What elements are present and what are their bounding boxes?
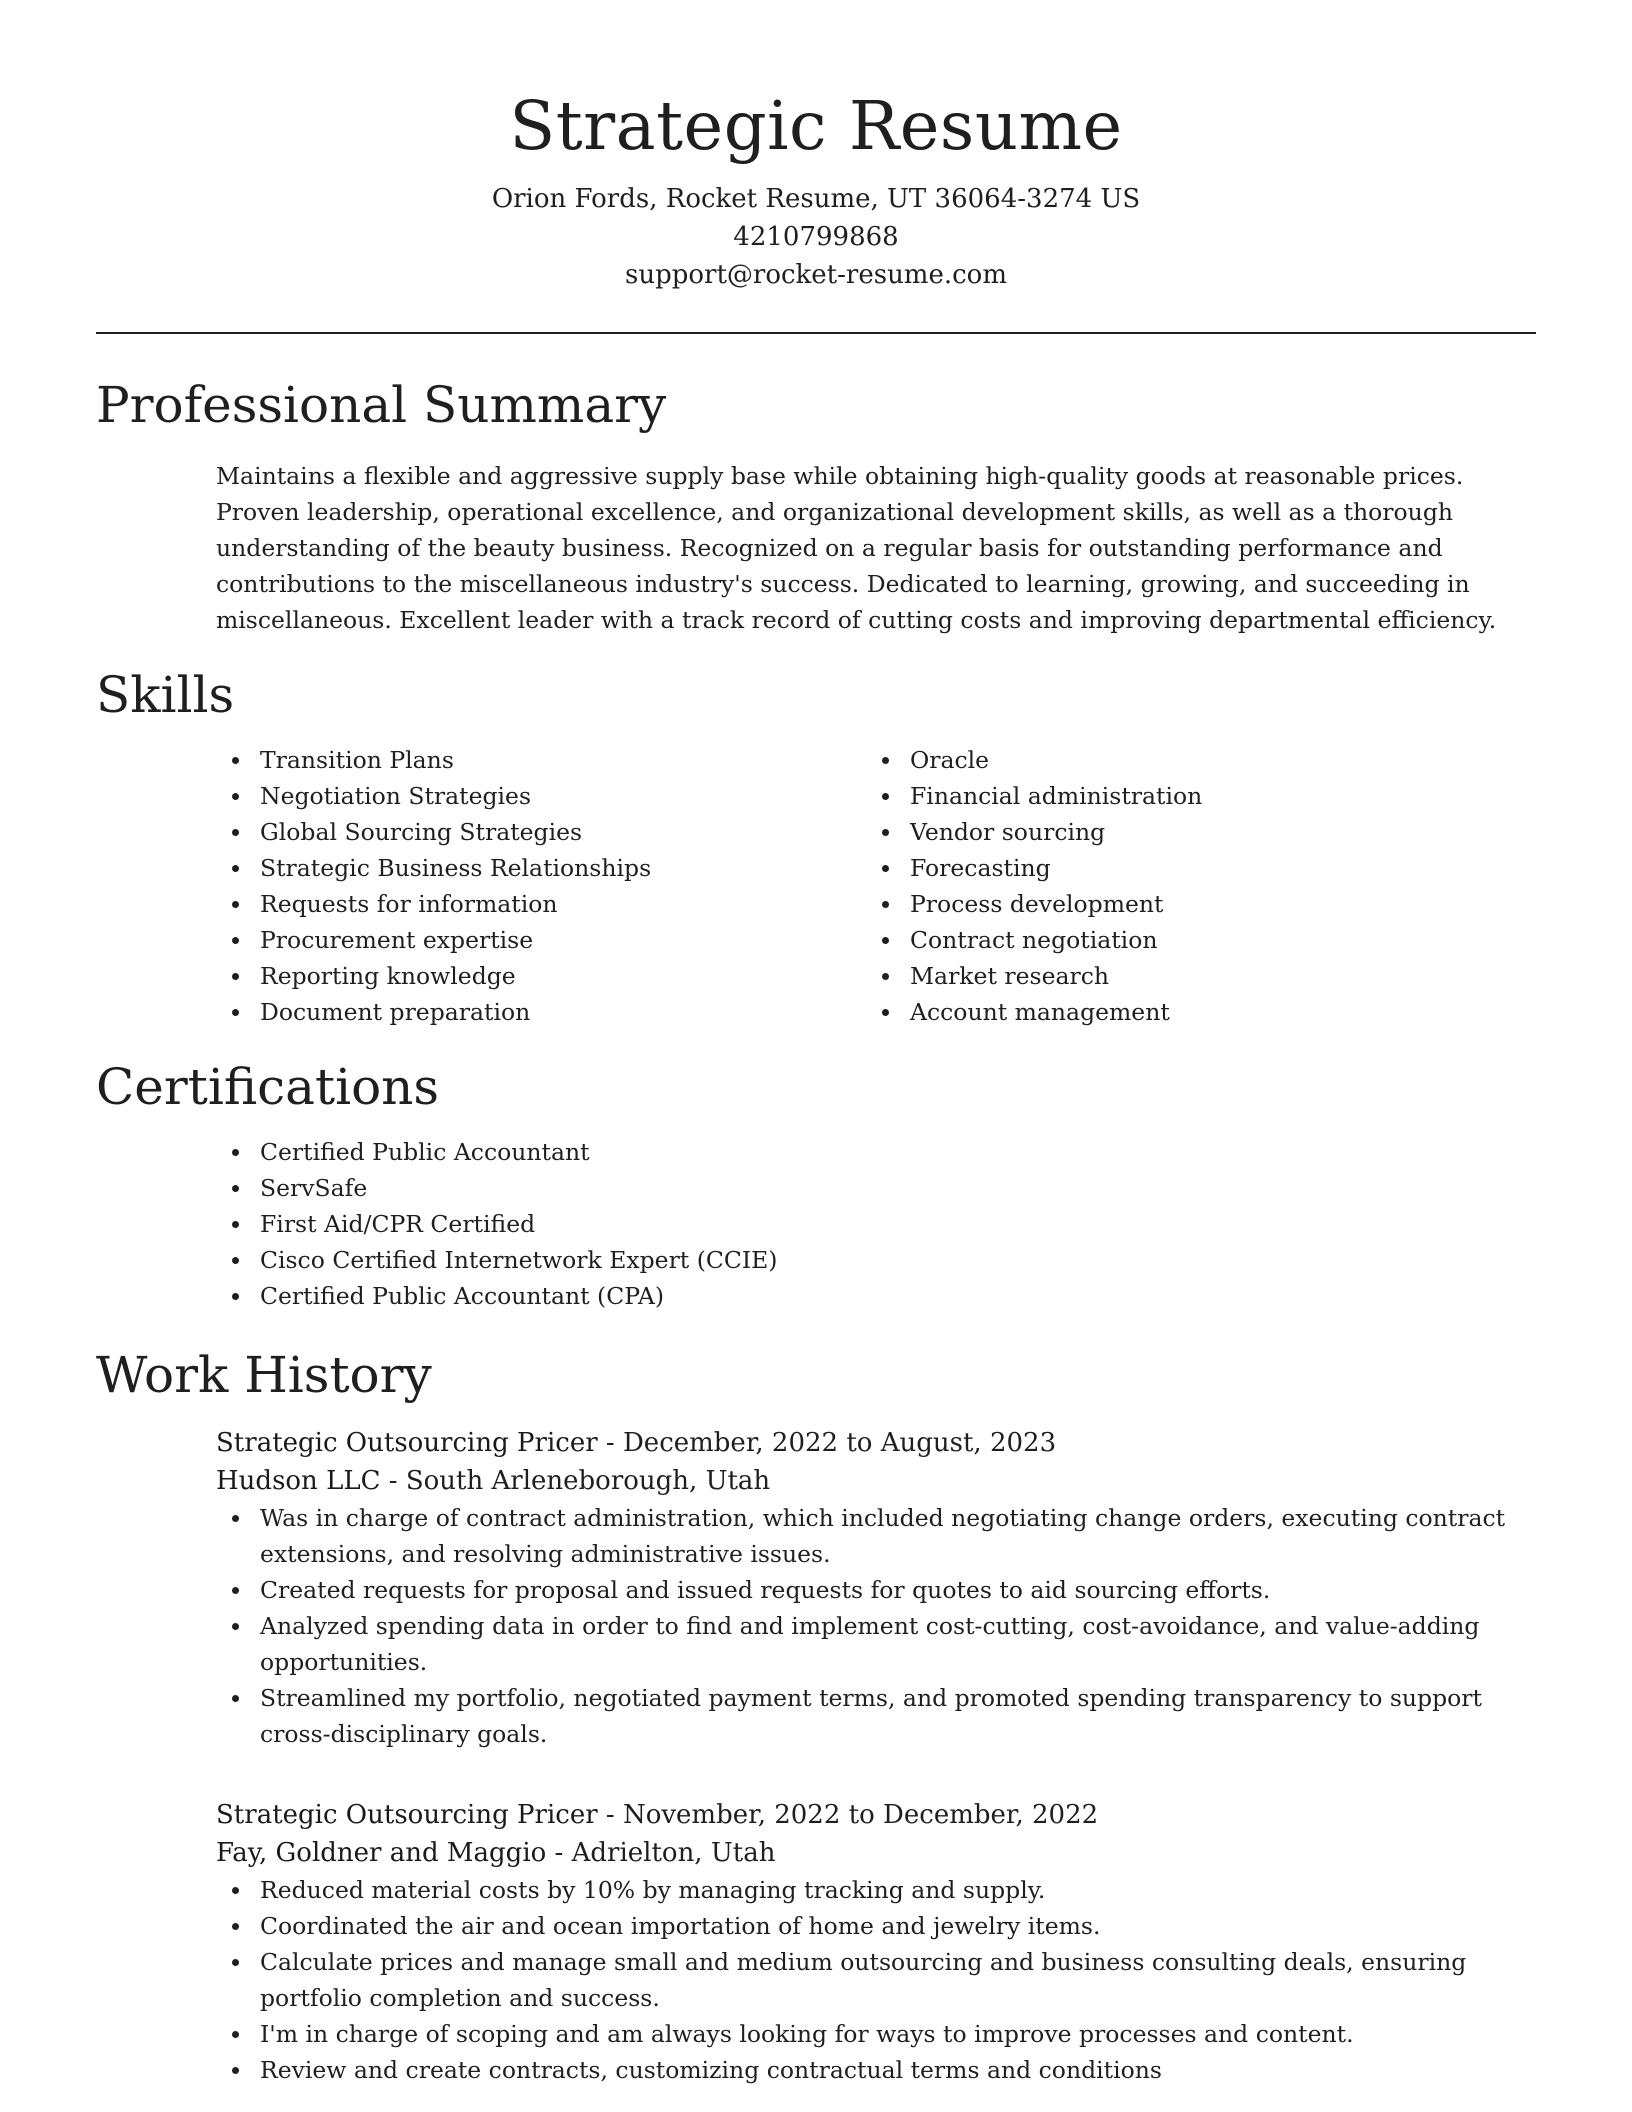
skills-columns — [96, 742, 1536, 1030]
skill-item: Strategic Business Relationships — [260, 850, 866, 886]
job-title-line — [216, 1424, 1536, 1462]
job-dates: - November, 2022 to December, 2022 — [597, 1800, 1099, 1830]
certifications-block — [216, 1134, 1536, 1314]
job-duty-item: Analyzed spending data in order to find and implement cost-cutting, cost-avoidance, and value-adding opportunities. — [260, 1608, 1536, 1680]
job-duty-item: Streamlined my portfolio, negotiated payment terms, and promoted spending transparency to support cross-disciplinary goals. — [260, 1680, 1536, 1752]
skills-column-left — [216, 742, 866, 1030]
resume-header — [96, 0, 1536, 294]
certification-item: Certified Public Accountant (CPA) — [260, 1278, 1536, 1314]
job-duty-item: Coordinated the air and ocean importation of home and jewelry items. — [260, 1908, 1536, 1944]
header-divider — [96, 332, 1536, 334]
summary-paragraph: Maintains a flexible and aggressive supply base while obtaining high-quality goods at reasonable prices. Proven leadership, operational excellence, and organizational development skills, as well as a thorough understanding of the beauty business. Recognized on a regular basis for outstanding performance and contributions to the miscellaneous industry's success. Dedicated to learning, growing, and succeeding in miscellaneous. Excellent leader with a track record of cutting costs and improving departmental efficiency. — [216, 462, 1497, 634]
certification-item: ServSafe — [260, 1170, 1536, 1206]
skill-item: Negotiation Strategies — [260, 778, 866, 814]
skill-item: Forecasting — [910, 850, 1426, 886]
job-duty-item: Created requests for proposal and issued requests for quotes to aid sourcing efforts. — [260, 1572, 1536, 1608]
certifications-list — [216, 1134, 1536, 1314]
section-heading-certifications: Certifications — [96, 1058, 440, 1116]
job-duty-item: Was in charge of contract administration, which included negotiating change orders, executing contract extensions, and resolving administrative issues. — [260, 1500, 1536, 1572]
skills-column-right — [866, 742, 1426, 1030]
job-duty-item: I'm in charge of scoping and am always looking for ways to improve processes and content. — [260, 2016, 1536, 2052]
skill-item: Requests for information — [260, 886, 866, 922]
skill-item: Market research — [910, 958, 1426, 994]
section-heading-summary: Professional Summary — [96, 376, 667, 434]
job-location: - South Arleneborough, Utah — [380, 1466, 771, 1496]
skill-item: Transition Plans — [260, 742, 866, 778]
job-duty-item: Reduced material costs by 10% by managing tracking and supply. — [260, 1872, 1536, 1908]
job-dates: - December, 2022 to August, 2023 — [597, 1428, 1057, 1458]
job-title-line — [216, 1796, 1536, 1834]
contact-address: Orion Fords, Rocket Resume, UT 36064-3274 US — [491, 184, 1141, 214]
skill-item: Account management — [910, 994, 1426, 1030]
skill-item: Procurement expertise — [260, 922, 866, 958]
job-title: Strategic Outsourcing Pricer — [216, 1428, 598, 1458]
contact-email: support@rocket-resume.com — [624, 260, 1007, 290]
certification-item: Cisco Certified Internetwork Expert (CCIE) — [260, 1242, 1536, 1278]
skills-list-right — [866, 742, 1426, 1030]
job-duty-item: Calculate prices and manage small and medium outsourcing and business consulting deals, ensuring portfolio completion and success. — [260, 1944, 1536, 2016]
job-duties-list — [216, 1872, 1536, 2088]
section-heading-work-history: Work History — [96, 1346, 432, 1404]
job-company: Hudson LLC — [216, 1466, 381, 1496]
certification-item: Certified Public Accountant — [260, 1134, 1536, 1170]
skill-item: Contract negotiation — [910, 922, 1426, 958]
skills-list-left — [216, 742, 866, 1030]
job-company-line — [216, 1462, 1536, 1500]
job-entry — [216, 1796, 1536, 2088]
resume-title: Strategic Resume — [509, 87, 1123, 165]
skill-item: Process development — [910, 886, 1426, 922]
job-duty-item: Review and create contracts, customizing contractual terms and conditions — [260, 2052, 1536, 2088]
job-company: Fay, Goldner and Maggio — [216, 1838, 547, 1868]
job-duties-list — [216, 1500, 1536, 1752]
section-heading-skills: Skills — [96, 666, 235, 724]
job-location: - Adrielton, Utah — [546, 1838, 776, 1868]
skill-item: Document preparation — [260, 994, 866, 1030]
job-company-line — [216, 1834, 1536, 1872]
job-title: Strategic Outsourcing Pricer — [216, 1800, 598, 1830]
resume-page — [96, 0, 1536, 2088]
certification-item: First Aid/CPR Certified — [260, 1206, 1536, 1242]
job-entry — [216, 1424, 1536, 1752]
skill-item: Oracle — [910, 742, 1426, 778]
skill-item: Financial administration — [910, 778, 1426, 814]
skill-item: Reporting knowledge — [260, 958, 866, 994]
skill-item: Global Sourcing Strategies — [260, 814, 866, 850]
contact-phone: 4210799868 — [733, 222, 899, 252]
skill-item: Vendor sourcing — [910, 814, 1426, 850]
